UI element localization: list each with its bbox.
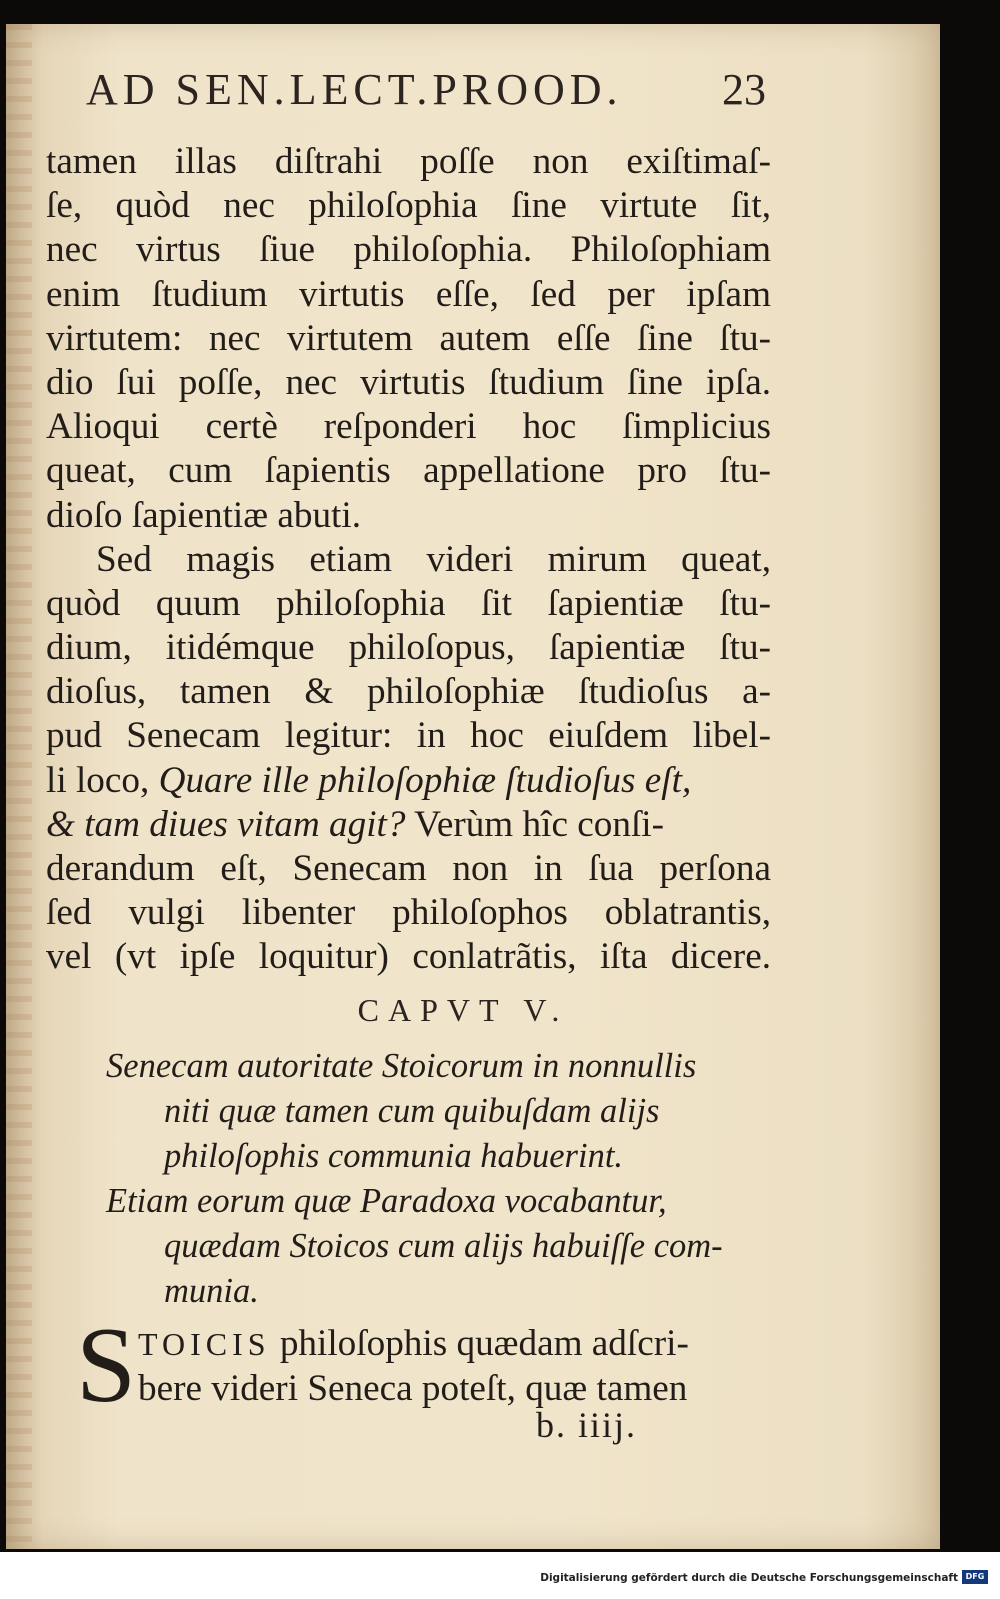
running-header [86,64,766,128]
page-number: 23 [722,65,766,114]
text-line: dioſo ſapientiæ abuti. [46,494,362,536]
summary-line: munia. [164,1272,259,1310]
text-line: dium, itidémque philoſopus, ſapientiæ ſtu- [46,627,771,669]
text-line: Sed magis etiam videri mirum queat, [96,538,771,580]
text-line: ſed vulgi libenter philoſophos oblatrantis, [46,892,771,934]
text-line: enim ſtudium virtutis eſſe, ſed per ipſam [46,273,771,315]
opening-lines [138,1322,764,1411]
quote-line [46,803,771,847]
opening-line [138,1322,764,1367]
text-fragment: Verùm hîc conſi- [405,803,665,845]
text-line: virtutem: nec virtutem autem eſſe ſine ſtu- [46,317,771,359]
page-gutter-shadow [6,24,32,1549]
text-line: nec virtus ſiue philoſophia. Philoſophiam [46,229,771,271]
drop-cap: S [76,1306,137,1425]
opening-line: bere videri Seneca poteſt, quæ tamen [138,1367,688,1409]
seneca-quote: Quare ille philoſophiæ ſtudioſus eſt, [158,759,692,801]
chapter-summary [106,1044,756,1314]
summary-line: niti quæ tamen cum quibuſdam aliјs [164,1092,660,1130]
seneca-quote: & tam diues vitam agit? [46,803,406,845]
text-line: vel (vt ipſe loquitur) conlatrãtis, iſta dicere. [46,936,771,978]
summary-line: Senecam autoritate Stoicorum in nonnullis [106,1047,697,1085]
text-line: queat, cum ſapientis appellatione pro ſtu- [46,450,771,492]
text-fragment: li loco, [46,759,159,801]
text-line: dio ſui poſſe, nec virtutis ſtudium ſine ipſa. [46,361,771,403]
quote-line [46,759,771,803]
main-text [46,140,771,980]
summary-line: philoſophis communia habuerint. [164,1137,624,1175]
chapter-opening [76,1306,766,1442]
funding-credit: Digitalisierung gefördert durch die Deutsche Forschungsgemeinschaft [540,1572,958,1584]
text-line: derandum eſt, Senecam non in ſua perſona [46,848,771,889]
running-title: AD SEN.LECT.PROOD. [86,65,623,114]
text-fragment: philoſophis quædam adſcri- [270,1323,689,1364]
text-line: Alioqui certè reſponderi hoc ſimplicius [46,406,771,448]
small-caps-word: TOICIS [138,1326,271,1362]
digitization-footer [0,1552,1000,1599]
book-page [6,24,940,1549]
chapter-heading: CAPVT V. [357,992,569,1028]
dfg-logo: DFG [962,1570,988,1584]
text-line: tamen illas diſtrahi poſſe non exiſtimaſ- [46,141,771,182]
text-line: dioſus, tamen & philoſophiæ ſtudioſus a- [46,671,771,713]
text-line: ſe, quòd nec philoſophia ſine virtute ſit, [46,185,771,227]
summary-line: Etiam eorum quæ Paradoxa vocabantur, [106,1182,667,1220]
text-line: quòd quum philoſophia ſit ſapientiæ ſtu- [46,582,771,624]
text-line: pud Senecam legitur: in hoc eiuſdem libel- [46,715,771,757]
summary-line: quædam Stoicos cum aliјs habuiſſe com- [164,1227,723,1265]
signature-mark: b. iiij. [536,1405,638,1445]
